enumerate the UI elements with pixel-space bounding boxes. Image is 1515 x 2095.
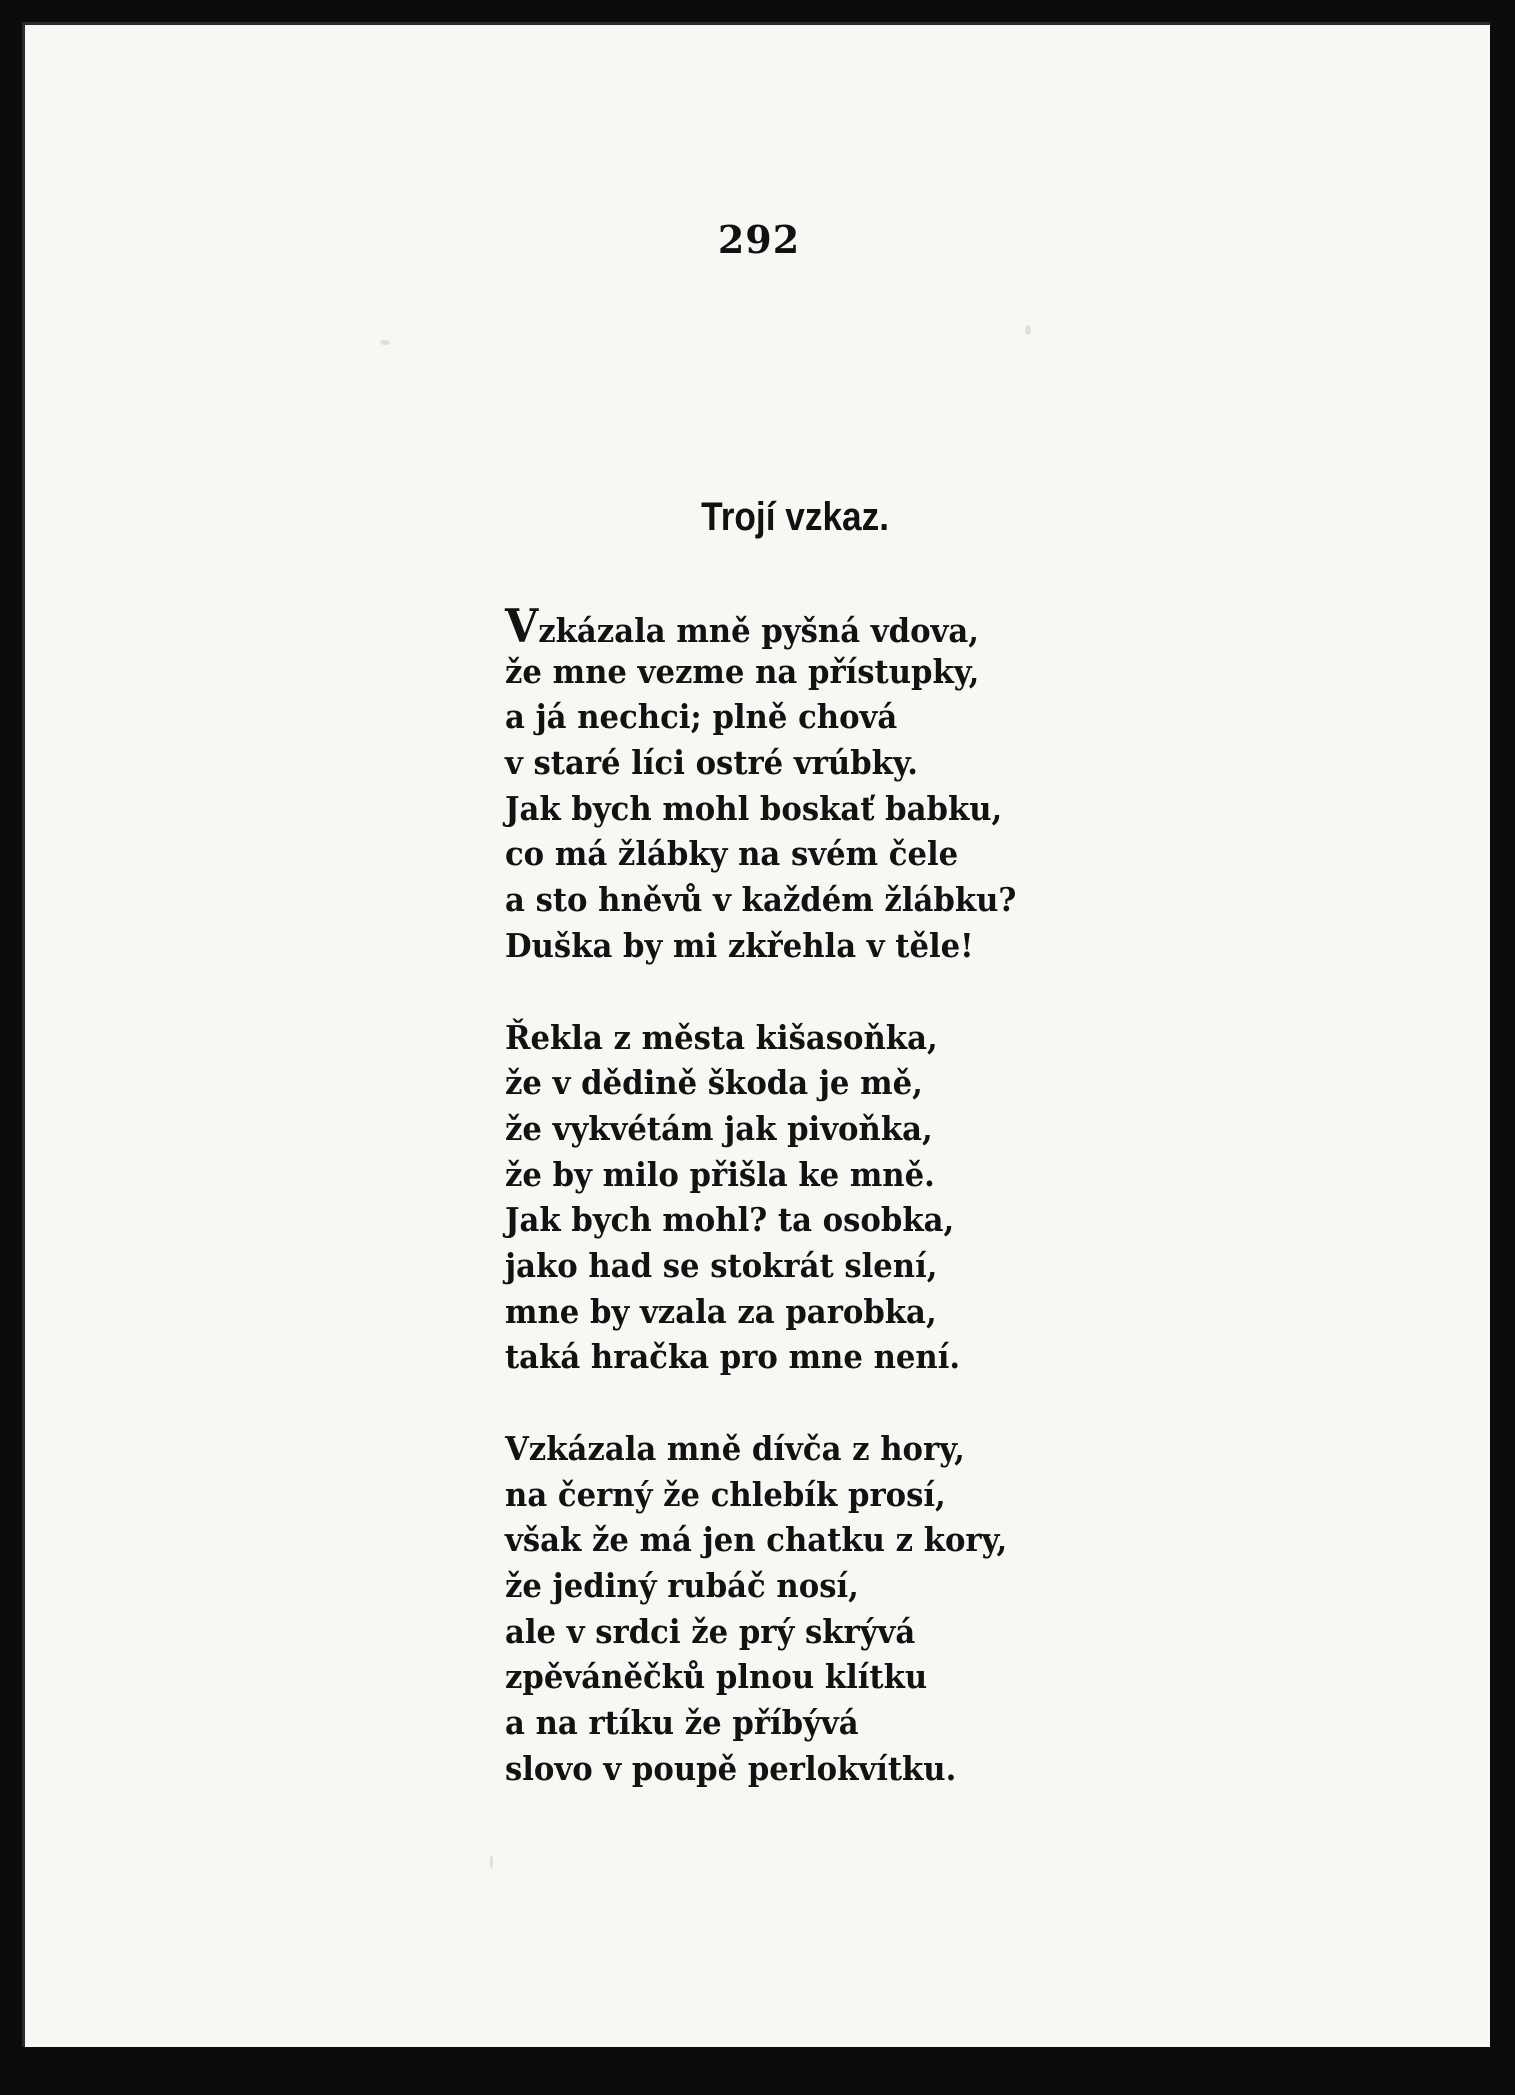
poem-line: že mne vezme na přístupky, (505, 651, 980, 691)
poem-line: že vykvétám jak pivoňka, (505, 1108, 933, 1148)
poem-line: na černý že chlebík prosí, (505, 1474, 946, 1514)
poem-line: ale v srdci že prý skrývá (505, 1611, 916, 1651)
poem-line: mne by vzala za parobka, (505, 1291, 937, 1331)
poem-line: a sto hněvů v každém žlábku? (505, 880, 1017, 920)
poem-line-text: zkázala mně pyšná vdova, (538, 611, 979, 650)
poem-line: Vzkázala mně dívča z hory, (505, 1429, 965, 1468)
poem-line: Řekla z města kišasoňka, (505, 1017, 938, 1057)
poem-line: Jak bych mohl? ta osobka, (505, 1200, 955, 1240)
poem-line: zpěváněčků plnou klítku (505, 1657, 928, 1697)
poem-title: Trojí vzkaz. (701, 495, 889, 539)
poem-line (505, 599, 1016, 653)
poem-line: taká hračka pro mne není. (505, 1337, 961, 1377)
poem-line: co má žlábky na svém čele (505, 834, 959, 874)
scan-speck (380, 340, 390, 345)
stanza-3 (505, 1426, 1055, 1792)
poem-line: že v dědině škoda je mě, (505, 1063, 923, 1103)
poem-line: Jak bych mohl boskať babku, (505, 788, 1003, 828)
poem-line: však že má jen chatku z kory, (505, 1520, 1008, 1560)
scan-speck (1025, 325, 1031, 335)
poem-line: slovo v poupě perlokvítku. (505, 1748, 957, 1788)
page-number: 292 (717, 217, 801, 262)
scan-speck (490, 1855, 493, 1869)
poem-line: a na rtíku že příbývá (505, 1703, 859, 1743)
poem-line: že jediný rubáč nosí, (505, 1566, 859, 1606)
stanza-1 (505, 599, 1055, 969)
poem-line: že by milo přišla ke mně. (505, 1154, 935, 1194)
book-page (22, 22, 1490, 2047)
poem-line: jako had se stokrát slení, (505, 1245, 938, 1285)
poem-line: Duška by mi zkřehla v těle! (505, 925, 974, 965)
drop-cap: V (505, 599, 539, 653)
stanza-2 (505, 1015, 1055, 1381)
poem-line: v staré líci ostré vrúbky. (505, 743, 918, 783)
poem-body (505, 599, 1055, 1792)
poem-line: a já nechci; plně chová (505, 697, 898, 737)
